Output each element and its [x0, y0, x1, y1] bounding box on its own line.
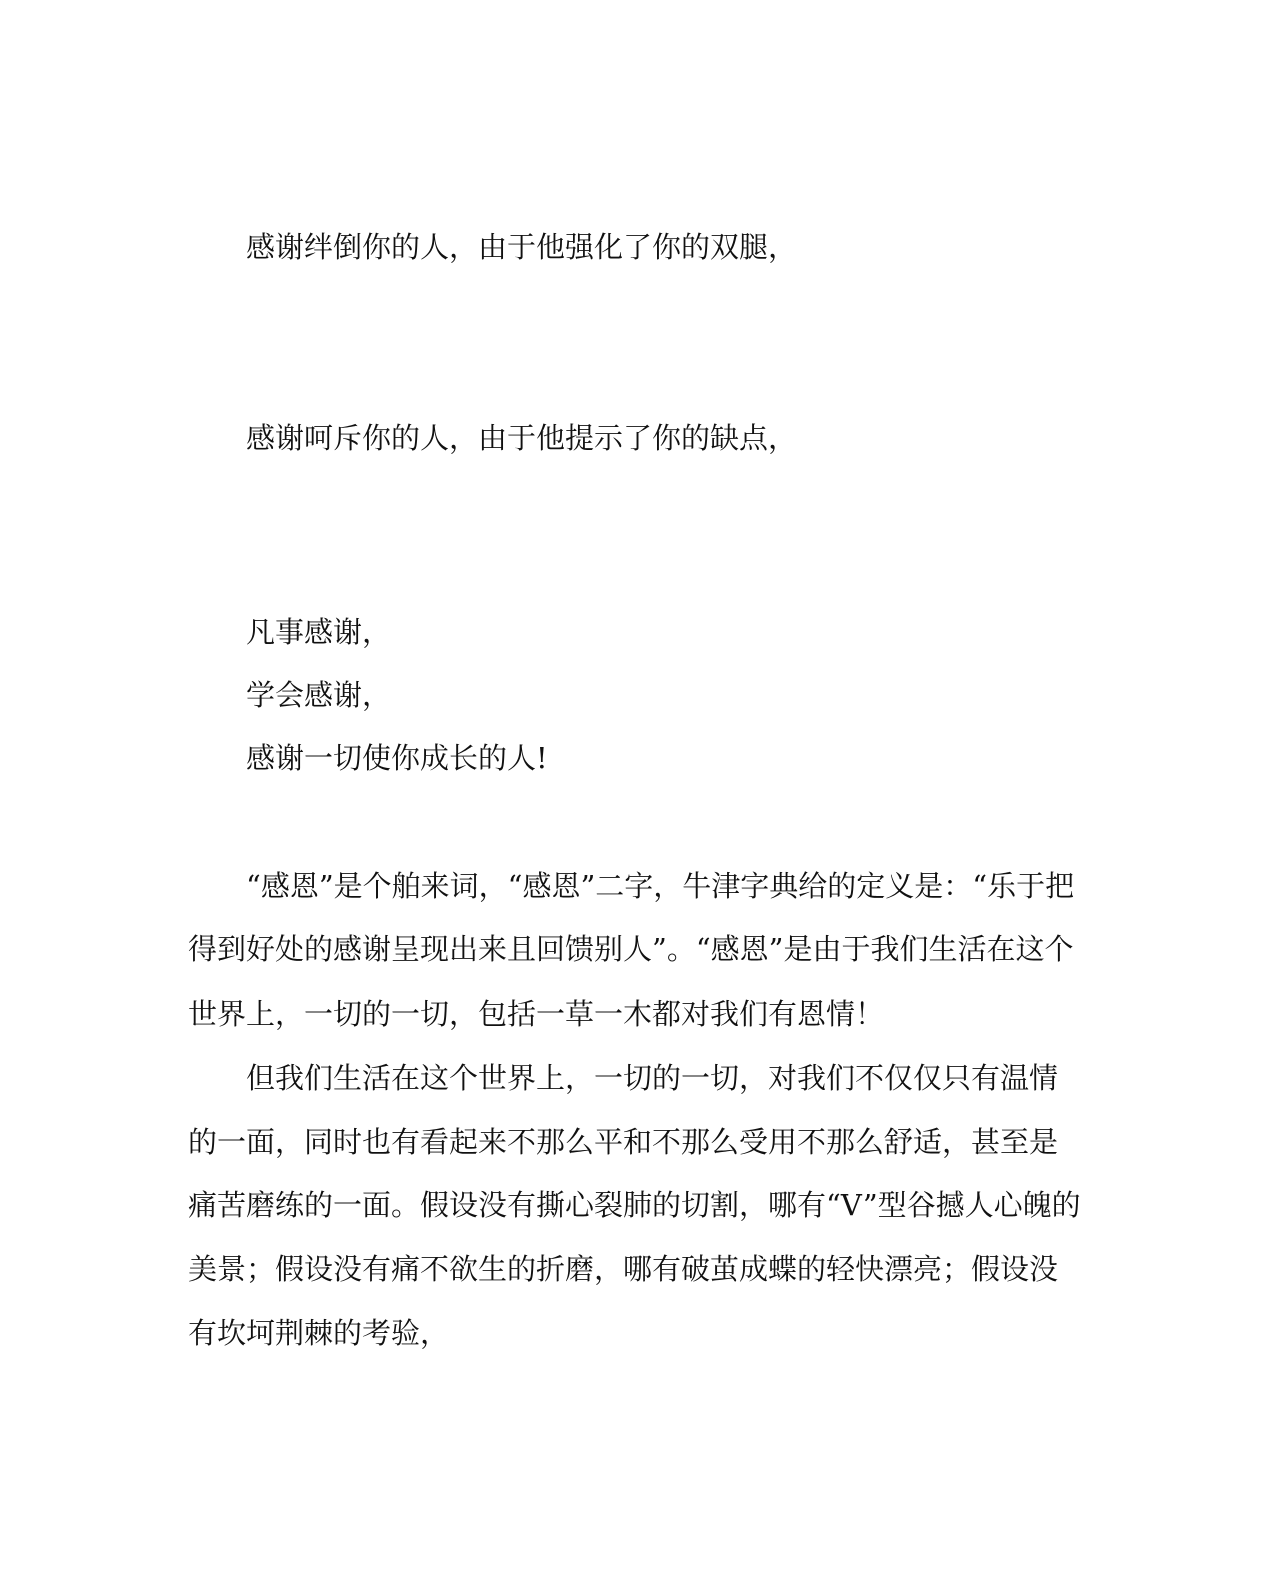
paragraph-2-line-1: 但我们生活在这个世界上，一切的一切，对我们不仅仅只有温情 — [246, 1061, 1059, 1095]
paragraph-2-line-3: 痛苦磨练的一面。假设没有撕心裂肺的切割，哪有“V”型谷撼人心魄的 — [188, 1188, 1081, 1222]
paragraph-1-line-3: 世界上，一切的一切，包括一草一木都对我们有恩情！ — [188, 997, 885, 1031]
poem-line-thank-everything: 凡事感谢， — [246, 615, 392, 649]
paragraph-2-line-2: 的一面，同时也有看起来不那么平和不那么受用不那么舒适，甚至是 — [188, 1125, 1059, 1159]
poem-line-thank-all: 感谢一切使你成长的人! — [246, 741, 548, 775]
paragraph-2-line-4: 美景；假设没有痛不欲生的折磨，哪有破茧成蝶的轻快漂亮；假设没 — [188, 1252, 1059, 1286]
paragraph-1-line-1: “感恩”是个舶来词，“感恩”二字，牛津字典给的定义是：“乐于把 — [246, 869, 1075, 903]
paragraph-1-line-2: 得到好处的感谢呈现出来且回馈别人”。“感恩”是由于我们生活在这个 — [188, 932, 1074, 966]
poem-line-thank-scolder: 感谢呵斥你的人，由于他提示了你的缺点， — [246, 421, 798, 455]
paragraph-2-line-5: 有坎坷荆棘的考验， — [188, 1316, 450, 1350]
poem-line-thank-tripper: 感谢绊倒你的人，由于他强化了你的双腿， — [246, 230, 798, 264]
poem-line-learn-thanks: 学会感谢， — [246, 678, 392, 712]
